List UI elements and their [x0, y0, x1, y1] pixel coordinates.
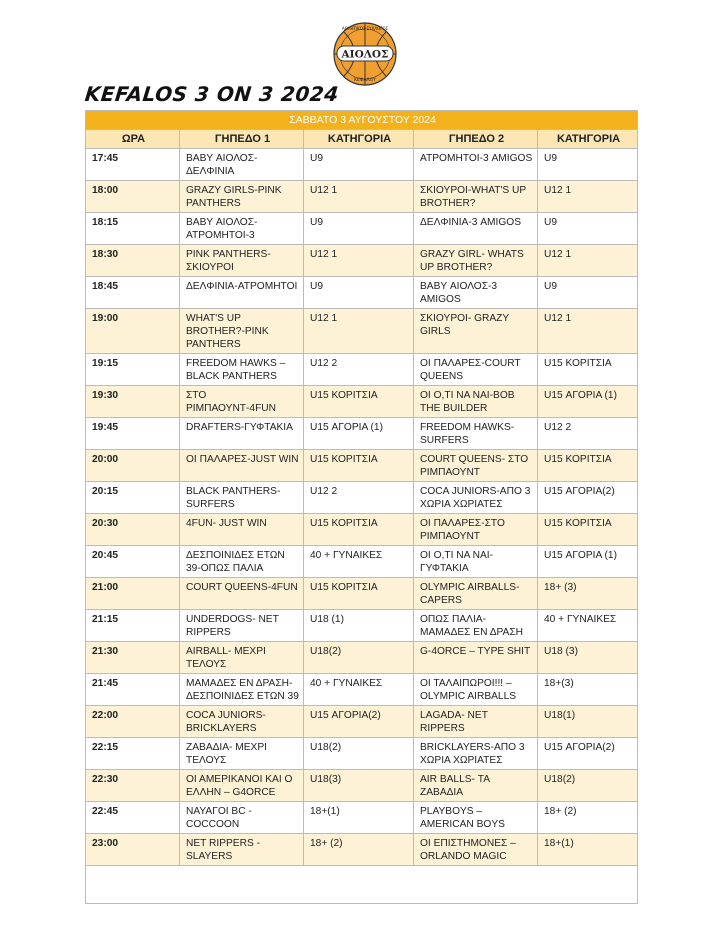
court-2-match: BABY ΑΙΟΛΟΣ-3 AMIGOS: [414, 277, 538, 309]
schedule-date: ΣΑΒΒΑΤΟ 3 ΑΥΓΟΥΣΤΟΥ 2024: [86, 111, 638, 130]
court-1-category: U18 (1): [304, 610, 414, 642]
court-1-match: ΖΑΒΑΔΙΑ- ΜΕΧΡΙ ΤΕΛΟΥΣ: [180, 738, 304, 770]
court-1-match: ΔΕΛΦΙΝΙΑ-ΑΤΡΟΜΗΤΟΙ: [180, 277, 304, 309]
logo-bottom-text: ΚΕΦΑΛΟΥ: [354, 78, 376, 83]
court-1-match: BABY ΑΙΟΛΟΣ-ΔΕΛΦΙΝΙΑ: [180, 149, 304, 181]
court-1-category: U12 2: [304, 354, 414, 386]
time-cell: 19:45: [86, 418, 180, 450]
court-2-category: U15 ΑΓΟΡΙΑ(2): [538, 738, 638, 770]
table-row: [86, 674, 638, 706]
time-cell: 20:00: [86, 450, 180, 482]
table-row: [86, 418, 638, 450]
court-1-category: U18(2): [304, 738, 414, 770]
court-2-match: ΔΕΛΦΙΝΙΑ-3 AMIGOS: [414, 213, 538, 245]
court-2-match: ΟΙ ΕΠΙΣΤΗΜΟΝΕΣ – ORLANDO MAGIC: [414, 834, 538, 866]
table-row: [86, 213, 638, 245]
court-2-category: 18+ (2): [538, 802, 638, 834]
table-row: [86, 354, 638, 386]
court-2-category: U15 ΑΓΟΡΙΑ (1): [538, 546, 638, 578]
court-2-match: LAGADA- NET RIPPERS: [414, 706, 538, 738]
court-1-category: U12 1: [304, 309, 414, 354]
table-row: [86, 802, 638, 834]
column-header-court-1: ΓΗΠΕΔΟ 1: [180, 130, 304, 149]
court-2-category: U9: [538, 277, 638, 309]
column-header-category-1: ΚΑΤΗΓΟΡΙΑ: [304, 130, 414, 149]
court-1-category: U9: [304, 277, 414, 309]
court-1-match: GRAZY GIRLS-PINK PANTHERS: [180, 181, 304, 213]
court-1-match: UNDERDOGS- NET RIPPERS: [180, 610, 304, 642]
logo-top-text: ΑΘΛΗΤΙΚΟΣ ΣΥΛΛΟΓΟΣ: [341, 26, 389, 31]
court-1-category: U15 ΚΟΡΙΤΣΙΑ: [304, 578, 414, 610]
court-2-category: 40 + ΓΥΝΑΙΚΕΣ: [538, 610, 638, 642]
time-cell: 21:00: [86, 578, 180, 610]
court-1-category: U12 1: [304, 181, 414, 213]
court-2-match: ΟΙ ΠΑΛΑΡΕΣ-COURT QUEENS: [414, 354, 538, 386]
table-row: [86, 277, 638, 309]
court-2-match: COCA JUNIORS-ΑΠΟ 3 ΧΩΡΙΑ ΧΩΡΙΑΤΕΣ: [414, 482, 538, 514]
empty-cell: [86, 866, 638, 904]
court-2-category: U12 1: [538, 309, 638, 354]
court-1-match: WHAT'S UP BROTHER?-PINK PANTHERS: [180, 309, 304, 354]
time-cell: 21:15: [86, 610, 180, 642]
time-cell: 19:30: [86, 386, 180, 418]
table-row: [86, 149, 638, 181]
court-1-category: U15 ΑΓΟΡΙΑ(2): [304, 706, 414, 738]
table-row: [86, 578, 638, 610]
empty-row: [86, 866, 638, 904]
court-2-category: U9: [538, 213, 638, 245]
court-2-category: U12 2: [538, 418, 638, 450]
time-cell: 20:45: [86, 546, 180, 578]
court-2-match: ΟΙ ΠΑΛΑΡΕΣ-ΣΤΟ ΡΙΜΠΑΟΥΝΤ: [414, 514, 538, 546]
court-1-match: ΣΤΟ ΡΙΜΠΑΟΥΝΤ-4FUN: [180, 386, 304, 418]
court-1-match: ΝΑΥΑΓΟΙ BC -COCCOON: [180, 802, 304, 834]
court-1-match: ΔΕΣΠΟΙΝΙΔΕΣ ΕΤΩΝ 39-ΟΠΩΣ ΠΑΛΙΑ: [180, 546, 304, 578]
court-1-category: U12 1: [304, 245, 414, 277]
time-cell: 21:30: [86, 642, 180, 674]
court-2-category: U18(1): [538, 706, 638, 738]
court-1-match: ΟΙ ΠΑΛΑΡΕΣ-JUST WIN: [180, 450, 304, 482]
court-2-category: U12 1: [538, 181, 638, 213]
time-cell: 21:45: [86, 674, 180, 706]
table-row: [86, 181, 638, 213]
column-header-category-2: ΚΑΤΗΓΟΡΙΑ: [538, 130, 638, 149]
time-cell: 20:30: [86, 514, 180, 546]
time-cell: 18:45: [86, 277, 180, 309]
court-1-category: U12 2: [304, 482, 414, 514]
table-row: [86, 245, 638, 277]
court-2-match: OLYMPIC AIRBALLS-CAPERS: [414, 578, 538, 610]
court-1-category: 18+ (2): [304, 834, 414, 866]
court-2-category: U9: [538, 149, 638, 181]
court-2-category: 18+(3): [538, 674, 638, 706]
court-2-match: ΟΙ Ο,ΤΙ ΝΑ ΝΑΙ-BOB THE BUILDER: [414, 386, 538, 418]
court-2-category: U15 ΚΟΡΙΤΣΙΑ: [538, 354, 638, 386]
time-cell: 22:00: [86, 706, 180, 738]
club-logo: [332, 20, 398, 94]
time-cell: 17:45: [86, 149, 180, 181]
court-2-match: ΟΠΩΣ ΠΑΛΙΑ-ΜΑΜΑΔΕΣ ΕΝ ΔΡΑΣΗ: [414, 610, 538, 642]
court-1-match: DRAFTERS-ΓΥΦΤΑΚΙΑ: [180, 418, 304, 450]
table-row: [86, 546, 638, 578]
court-2-category: 18+ (3): [538, 578, 638, 610]
table-row: [86, 386, 638, 418]
page-title: KEFALOS 3 ON 3 2024: [83, 82, 341, 106]
court-2-match: ΑΤΡΟΜΗΤΟΙ-3 AMIGOS: [414, 149, 538, 181]
court-2-category: 18+(1): [538, 834, 638, 866]
court-2-match: FREEDOM HAWKS-SURFERS: [414, 418, 538, 450]
court-1-match: BABY ΑΙΟΛΟΣ-ΑΤΡΟΜΗΤΟΙ-3: [180, 213, 304, 245]
table-row: [86, 514, 638, 546]
court-1-match: AIRBALL- ΜΕΧΡΙ ΤΕΛΟΥΣ: [180, 642, 304, 674]
court-2-match: ΣΚΙΟΥΡΟΙ-WHAT'S UP BROTHER?: [414, 181, 538, 213]
court-2-match: G-4ORCE – TYPE SHIT: [414, 642, 538, 674]
court-2-category: U18(2): [538, 770, 638, 802]
court-2-match: BRICKLAYERS-ΑΠΟ 3 ΧΩΡΙΑ ΧΩΡΙΑΤΕΣ: [414, 738, 538, 770]
court-1-match: PINK PANTHERS-ΣΚΙΟΥΡΟΙ: [180, 245, 304, 277]
time-cell: 18:30: [86, 245, 180, 277]
court-1-category: U18(2): [304, 642, 414, 674]
logo-name: ΑΙΟΛΟΣ: [341, 48, 389, 61]
court-1-category: 40 + ΓΥΝΑΙΚΕΣ: [304, 546, 414, 578]
court-1-category: 40 + ΓΥΝΑΙΚΕΣ: [304, 674, 414, 706]
table-row: [86, 482, 638, 514]
court-2-category: U15 ΑΓΟΡΙΑ(2): [538, 482, 638, 514]
table-row: [86, 450, 638, 482]
court-1-match: COURT QUEENS-4FUN: [180, 578, 304, 610]
time-cell: 22:30: [86, 770, 180, 802]
court-1-category: U15 ΑΓΟΡΙΑ (1): [304, 418, 414, 450]
time-cell: 23:00: [86, 834, 180, 866]
table-row: [86, 770, 638, 802]
court-2-match: ΣΚΙΟΥΡΟΙ- GRAZY GIRLS: [414, 309, 538, 354]
court-1-category: 18+(1): [304, 802, 414, 834]
court-2-match: COURT QUEENS- ΣΤΟ ΡΙΜΠΑΟΥΝΤ: [414, 450, 538, 482]
court-2-category: U15 ΚΟΡΙΤΣΙΑ: [538, 450, 638, 482]
court-2-category: U12 1: [538, 245, 638, 277]
time-cell: 19:00: [86, 309, 180, 354]
court-1-category: U9: [304, 213, 414, 245]
court-1-category: U18(3): [304, 770, 414, 802]
time-cell: 22:45: [86, 802, 180, 834]
court-2-category: U15 ΑΓΟΡΙΑ (1): [538, 386, 638, 418]
court-2-match: AIR BALLS- ΤΑ ΖΑΒΑΔΙΑ: [414, 770, 538, 802]
court-1-match: FREEDOM HAWKS – BLACK PANTHERS: [180, 354, 304, 386]
column-header-time: ΩΡΑ: [86, 130, 180, 149]
court-1-match: BLACK PANTHERS-SURFERS: [180, 482, 304, 514]
time-cell: 22:15: [86, 738, 180, 770]
table-row: [86, 610, 638, 642]
court-2-match: GRAZY GIRL- WHATS UP BROTHER?: [414, 245, 538, 277]
court-2-category: U18 (3): [538, 642, 638, 674]
court-1-category: U15 ΚΟΡΙΤΣΙΑ: [304, 386, 414, 418]
court-1-match: ΟΙ ΑΜΕΡΙΚΑΝΟΙ ΚΑΙ Ο ΕΛΛΗΝ – G4ORCE: [180, 770, 304, 802]
table-row: [86, 642, 638, 674]
time-cell: 20:15: [86, 482, 180, 514]
court-2-match: ΟΙ ΤΑΛΑΙΠΩΡΟΙ!!! – OLYMPIC AIRBALLS: [414, 674, 538, 706]
table-row: [86, 834, 638, 866]
court-1-category: U9: [304, 149, 414, 181]
table-row: [86, 309, 638, 354]
time-cell: 18:15: [86, 213, 180, 245]
court-1-category: U15 ΚΟΡΙΤΣΙΑ: [304, 450, 414, 482]
court-1-match: COCA JUNIORS-BRICKLAYERS: [180, 706, 304, 738]
court-2-category: U15 ΚΟΡΙΤΣΙΑ: [538, 514, 638, 546]
court-1-category: U15 ΚΟΡΙΤΣΙΑ: [304, 514, 414, 546]
court-1-match: 4FUN- JUST WIN: [180, 514, 304, 546]
court-2-match: ΟΙ Ο,ΤΙ ΝΑ ΝΑΙ-ΓΥΦΤΑΚΙΑ: [414, 546, 538, 578]
court-2-match: PLAYBOYS – AMERICAN BOYS: [414, 802, 538, 834]
table-row: [86, 706, 638, 738]
column-header-court-2: ΓΗΠΕΔΟ 2: [414, 130, 538, 149]
time-cell: 19:15: [86, 354, 180, 386]
schedule-table: [85, 110, 638, 904]
table-row: [86, 738, 638, 770]
time-cell: 18:00: [86, 181, 180, 213]
court-1-match: ΜΑΜΑΔΕΣ ΕΝ ΔΡΑΣΗ-ΔΕΣΠΟΙΝΙΔΕΣ ΕΤΩΝ 39: [180, 674, 304, 706]
court-1-match: NET RIPPERS - SLAYERS: [180, 834, 304, 866]
